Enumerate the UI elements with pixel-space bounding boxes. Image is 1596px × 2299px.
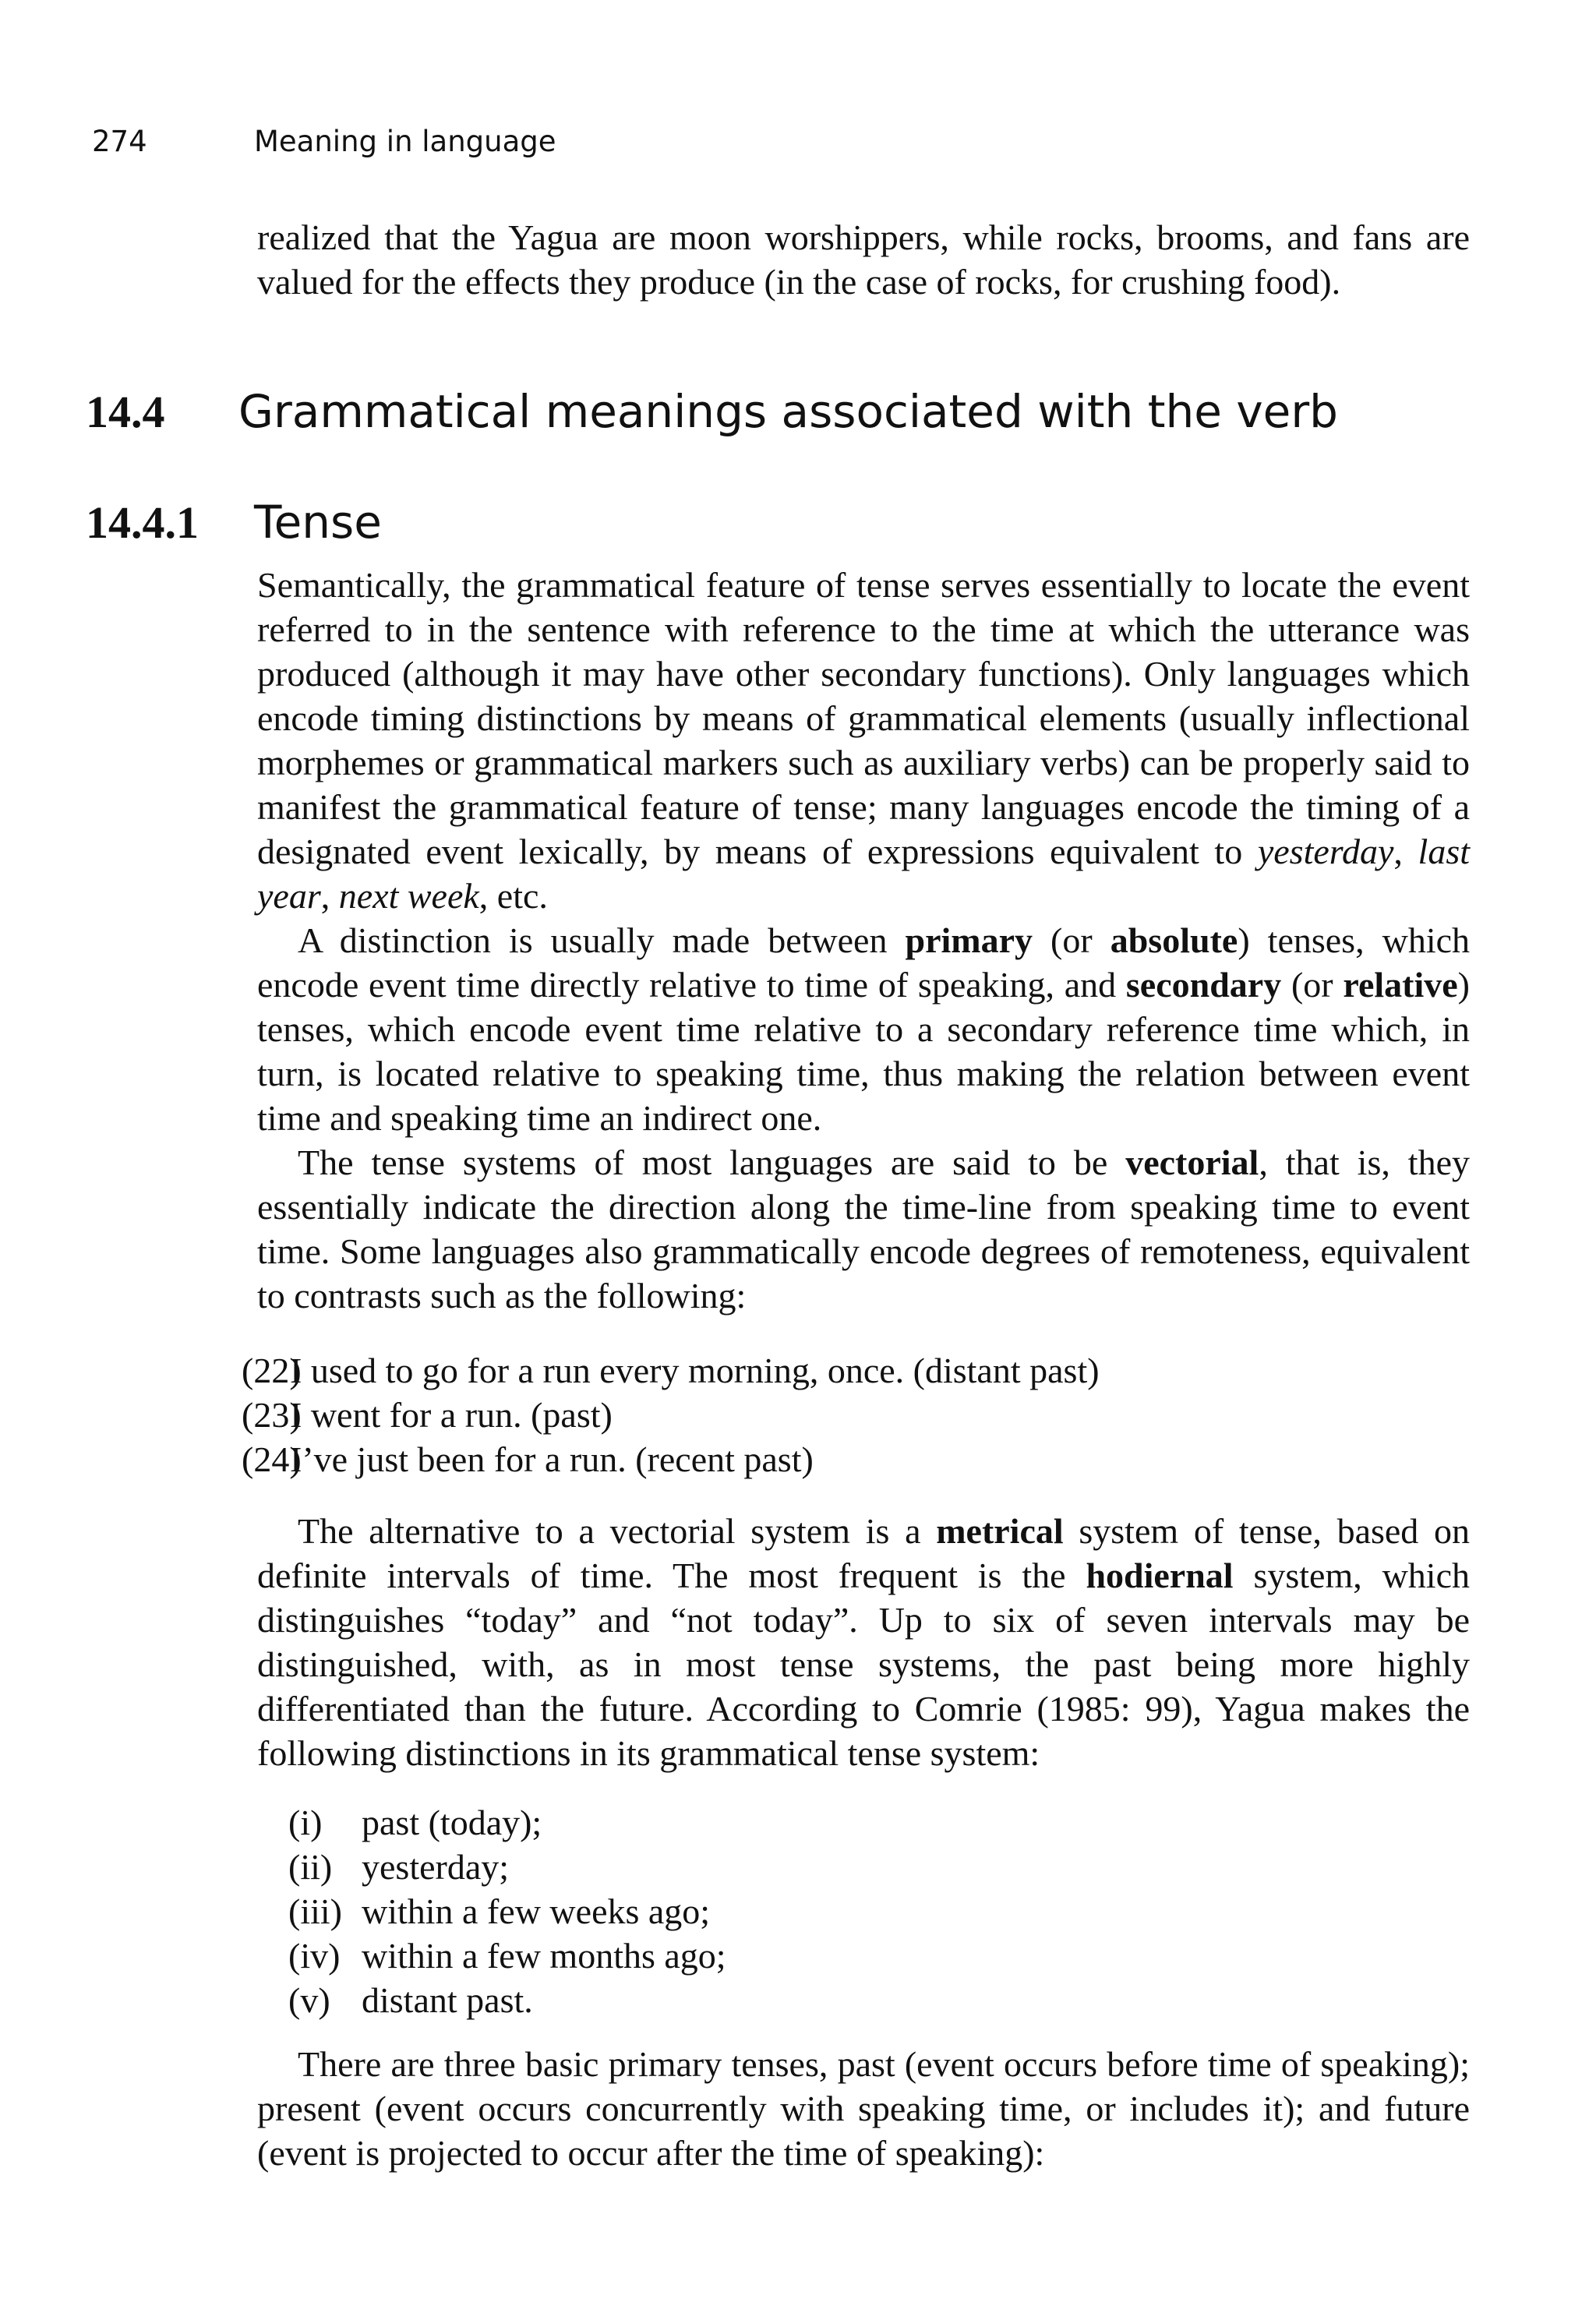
paragraph-metrical	[257, 1509, 1470, 1775]
list-number: (v)	[288, 1980, 330, 2020]
list-item	[288, 1800, 726, 1845]
list-text: past (today);	[362, 1803, 542, 1842]
list-item	[288, 1978, 726, 2022]
separator: ,	[1393, 832, 1418, 871]
subsection-number: 14.4.1	[86, 497, 199, 548]
paragraph-end: , etc.	[478, 876, 548, 916]
paragraph-text: system of tense, based on definite intervals of time. The most frequent is the	[257, 1511, 1470, 1595]
example-item	[242, 1393, 1100, 1437]
running-head	[92, 125, 556, 158]
key-term: primary	[905, 920, 1033, 960]
paragraph-text: The alternative to a vectorial system is a	[298, 1511, 937, 1551]
list-item	[288, 1845, 726, 1889]
key-term: relative	[1343, 965, 1458, 1005]
paragraph-text: (or	[1281, 965, 1344, 1005]
list-number: (ii)	[288, 1847, 333, 1887]
page-number: 274	[92, 125, 147, 158]
intro-paragraph	[257, 215, 1470, 304]
example-item	[242, 1348, 1100, 1393]
list-number: (iii)	[288, 1891, 342, 1931]
section-heading	[86, 385, 1338, 438]
example-word: yesterday	[1257, 832, 1394, 871]
paragraph-vectorial	[257, 1140, 1470, 1318]
paragraph-text: ) tenses, which encode event time relative to a secondary reference time which, in turn, is located relative to speaking time, thus making the relation between event time and speaking time an indirect one.	[257, 965, 1470, 1138]
paragraph-primary-secondary	[257, 918, 1470, 1140]
list-number: (iv)	[288, 1936, 341, 1976]
paragraph-text: Semantically, the grammatical feature of tense serves essentially to locate the event referred to in the sentence with reference to the time at which the utterance was produced (although it may have other secondary functions). Only languages which encode timing distinctions by means of grammatical elements (usually inflectional morphemes or grammatical markers such as auxiliary verbs) can be properly said to manifest the grammatical feature of tense; many languages encode the timing of a designated event lexically, by means of expressions equivalent to	[257, 565, 1470, 871]
paragraph-text: realized that the Yagua are moon worshippers, while rocks, brooms, and fans are valued for the effects they produce (in the case of rocks, for crushing food).	[257, 217, 1470, 302]
subsection-heading	[86, 496, 382, 549]
example-number: (22)	[242, 1351, 302, 1390]
list-text: yesterday;	[362, 1847, 510, 1887]
paragraph-text: ) tenses, which encode event time directly relative to time of speaking, and	[257, 920, 1471, 1005]
paragraph-text: , that is, they essentially indicate the direction along the time-line from speaking time to event time. Some languages also grammatically encode degrees of remoteness, equivalent to contrasts such as the following:	[257, 1142, 1470, 1315]
paragraph-primary-tenses: There are three basic primary tenses, past (event occurs before time of speaking); present (event occurs concurrently with speaking time, or includes it); and future (event is projected to occur after the time of speaking):	[257, 2044, 1470, 2173]
paragraph-text: The tense systems of most languages are said to be	[298, 1142, 1126, 1182]
key-term: secondary	[1125, 965, 1282, 1005]
list-item	[288, 1933, 726, 1978]
body-text-2	[257, 1509, 1470, 1775]
list-text: distant past.	[362, 1980, 533, 2020]
paragraph-tense-definition	[257, 563, 1470, 918]
key-term: metrical	[936, 1511, 1064, 1551]
example-text: I’ve just been for a run. (recent past)	[290, 1439, 814, 1479]
list-number: (i)	[288, 1803, 323, 1842]
section-title: Grammatical meanings associated with the verb	[238, 385, 1339, 438]
example-item	[242, 1437, 1100, 1481]
paragraph-text: A distinction is usually made between	[298, 920, 906, 960]
list-text: within a few months ago;	[362, 1936, 726, 1976]
yagua-tense-list	[288, 1800, 726, 2022]
running-title: Meaning in language	[254, 125, 556, 158]
examples-list	[242, 1348, 1100, 1481]
example-word: next week	[338, 876, 479, 916]
list-item	[288, 1889, 726, 1933]
key-term: hodiernal	[1086, 1556, 1234, 1595]
example-text: I used to go for a run every morning, once. (distant past)	[290, 1351, 1100, 1390]
key-term: absolute	[1110, 920, 1238, 960]
paragraph-text: system, which distinguishes “today” and “not today”. Up to six of seven intervals may be distinguished, with, as in most tense systems, the past being more highly differentiated than the future. According to Comrie (1985: 99), Yagua makes the following distinctions in its grammatical tense system:	[257, 1556, 1470, 1773]
example-number: (23)	[242, 1395, 302, 1435]
body-text-3	[257, 2042, 1470, 2175]
body-text-1	[257, 563, 1470, 1318]
key-term: vectorial	[1125, 1142, 1259, 1182]
example-text: I went for a run. (past)	[290, 1395, 613, 1435]
subsection-title: Tense	[254, 496, 382, 549]
section-number: 14.4	[86, 387, 165, 437]
list-text: within a few weeks ago;	[362, 1891, 711, 1931]
paragraph-text: (or	[1033, 920, 1110, 960]
example-word: last year	[257, 832, 1471, 916]
separator: ,	[320, 876, 339, 916]
example-number: (24)	[242, 1439, 302, 1479]
